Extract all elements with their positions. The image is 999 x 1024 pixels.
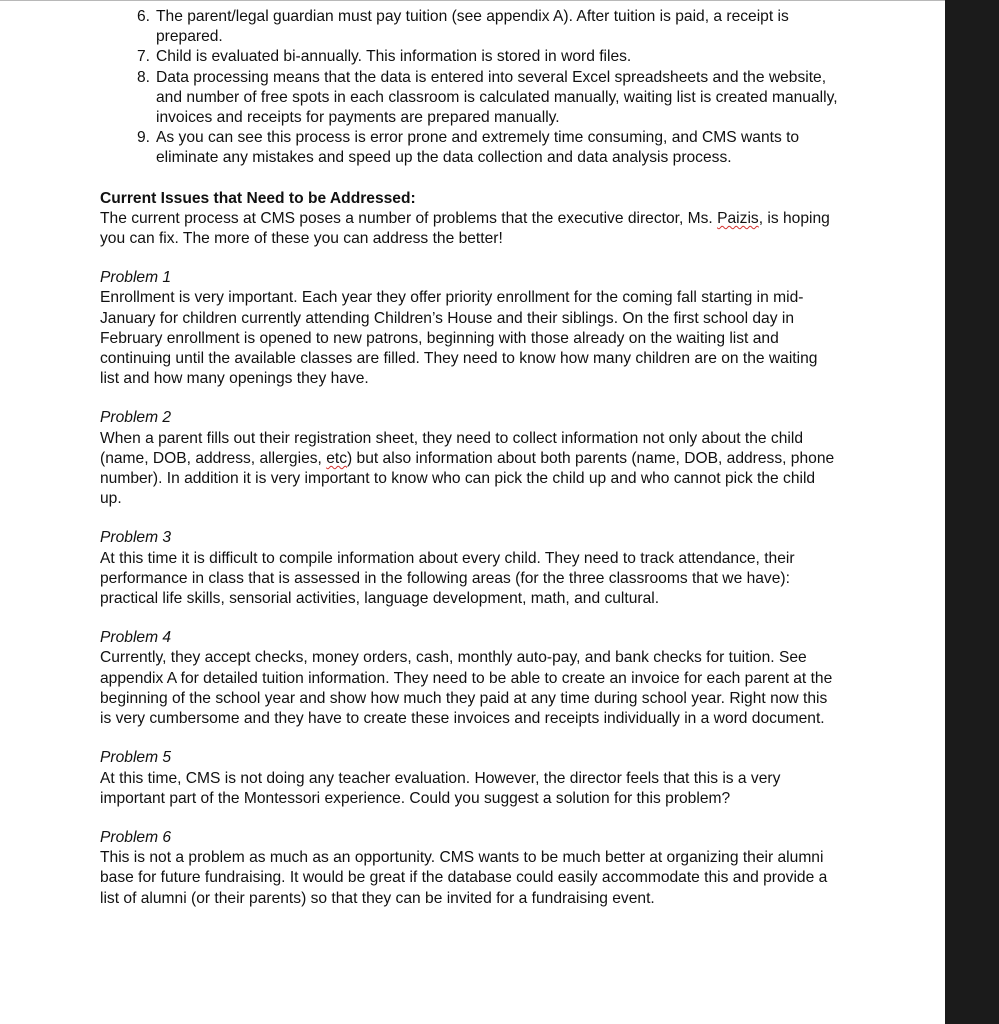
list-item [136,68,840,129]
issues-heading: Current Issues that Need to be Addressed: [100,189,416,207]
problem-4 [100,628,840,729]
problem-text [100,429,840,510]
intro-text-end: , is hoping you can fix. The more of these you can address the better! [100,209,830,248]
problem-title: Problem 2 [100,409,172,427]
problem-title: Problem 3 [100,529,172,547]
spellcheck-flagged-word[interactable]: etc [326,449,348,467]
list-item-text: As you can see this process is error prone and extremely time consuming, and CMS wants to eliminate any mistakes and speed up the data collection and data analysis process. [156,129,800,167]
problem-1 [100,268,840,389]
spellcheck-flagged-word[interactable]: Paizis [717,209,759,227]
issues-intro [100,209,840,249]
list-item [136,7,840,47]
list-number: 9. [136,129,150,147]
list-item-text: Child is evaluated bi-annually. This information is stored in word files. [156,48,632,66]
list-item-text: Data processing means that the data is entered into several Excel spreadsheets and the website, and number of free spots in each classroom is calculated manually, waiting list is created manually, invoices and receipts for payments are prepared manually. [156,68,838,127]
problem-3 [100,528,840,609]
list-number: 8. [136,68,150,86]
problem-5 [100,748,840,809]
problem-title: Problem 6 [100,828,172,846]
list-number: 7. [136,48,150,66]
problem-title: Problem 5 [100,749,172,767]
problem-text: At this time, CMS is not doing any teacher evaluation. However, the director feels that this is a very important part of the Montessori experience. Could you suggest a solution for this problem? [100,769,781,807]
problem-text: Currently, they accept checks, money orders, cash, monthly auto-pay, and bank checks for tuition. See appendix A for detailed tuition information. They need to be able to create an invoice for each parent at the beginning of the school year and show how much they paid at any time during school year. Right now this is very cumbersome and they have to create these invoices and receipts individually in a word document. [100,649,833,728]
problem-title: Problem 4 [100,629,172,647]
list-item [136,47,840,67]
problem-text-start: When a parent fills out their registration sheet, they need to collect information not only about the child (name, DOB, address, allergies, [100,429,803,467]
problem-text-end: ) but also information about both parents (name, DOB, address, phone number). In addition it is very important to know who can pick the child up and who cannot pick the child up. [100,449,835,508]
problem-text: Enrollment is very important. Each year they offer priority enrollment for the coming fall starting in mid-January for children currently attending Children’s House and their siblings. On the first school day in February enrollment is opened to new patrons, beginning with those already on the waiting list and continuing until the available classes are filled. They need to know how many children are on the waiting list and how many openings they have. [100,289,818,388]
document-body [100,7,840,909]
list-item-text: The parent/legal guardian must pay tuition (see appendix A). After tuition is paid, a receipt is prepared. [156,8,789,46]
problem-6 [100,828,840,909]
list-item [136,128,840,168]
problem-text: At this time it is difficult to compile information about every child. They need to track attendance, their performance in class that is assessed in the following areas (for the three classrooms that we have): practical life skills, sensorial activities, language development, math, and cultural. [100,549,795,608]
problem-title: Problem 1 [100,269,172,287]
intro-text-start: The current process at CMS poses a number of problems that the executive director, Ms. [100,209,718,227]
process-steps-list [100,7,840,169]
list-number: 6. [136,8,150,25]
window-side-panel [945,0,999,1024]
problem-2 [100,408,840,509]
problem-text: This is not a problem as much as an opportunity. CMS wants to be much better at organizing their alumni base for future fundraising. It would be great if the database could easily accommodate this and provide a list of alumni (or their parents) so that they can be invited for a fundraising event. [100,849,828,907]
